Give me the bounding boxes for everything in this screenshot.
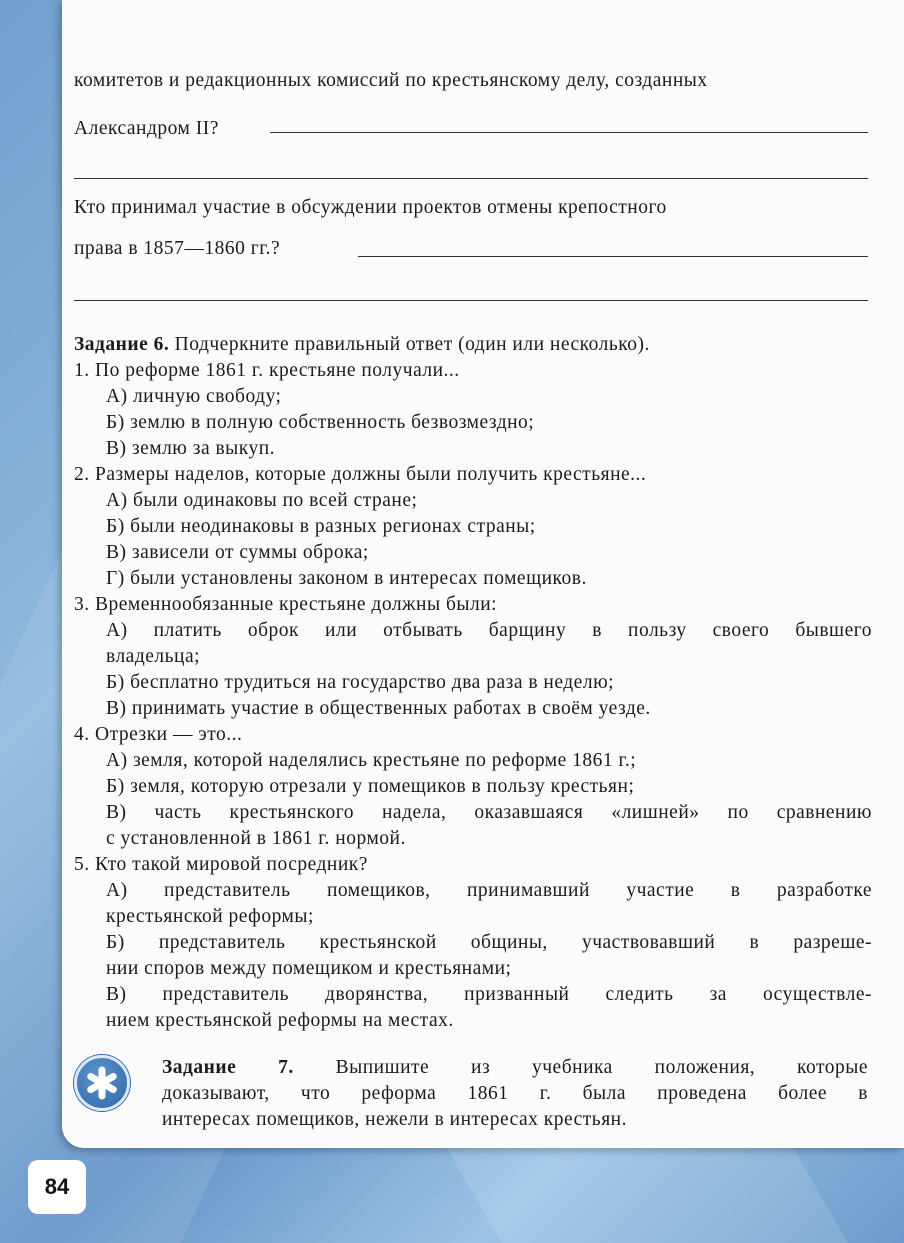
answer-line[interactable] xyxy=(74,300,868,301)
answer-option[interactable]: А) представитель помещиков, принимавший участие в разработке xyxy=(106,880,872,901)
answer-option-continuation[interactable]: нии споров между помещиком и крестьянами; xyxy=(106,958,512,979)
answer-option[interactable]: Б) бесплатно трудиться на государство два раза в неделю; xyxy=(106,672,615,693)
answer-option[interactable]: В) зависели от суммы оброка; xyxy=(106,542,369,563)
question-text: комитетов и редакционных комиссий по крестьянскому делу, созданных xyxy=(74,70,708,91)
answer-option[interactable]: Б) представитель крестьянской общины, участвовавший в разреше- xyxy=(106,932,872,953)
question-text: Кто принимал участие в обсуждении проектов отмены крепостного xyxy=(74,197,667,218)
asterisk-icon xyxy=(74,1055,130,1111)
answer-line[interactable] xyxy=(74,178,868,179)
answer-option[interactable]: Б) земля, которую отрезали у помещиков в пользу крестьян; xyxy=(106,776,635,797)
task-title: Задание 6. xyxy=(74,334,170,355)
question-5: 5. Кто такой мировой посредник? xyxy=(74,854,368,875)
task-7-line: интересах помещиков, нежели в интересах крестьян. xyxy=(162,1109,627,1130)
answer-line[interactable] xyxy=(270,132,868,133)
task-6-header xyxy=(74,334,650,356)
answer-option[interactable]: В) часть крестьянского надела, оказавшаяся «лишней» по сравнению xyxy=(106,802,872,823)
answer-option[interactable]: А) платить оброк или отбывать барщину в пользу своего бывшего xyxy=(106,620,872,641)
answer-line[interactable] xyxy=(358,256,868,257)
answer-option-continuation[interactable]: владельца; xyxy=(106,646,201,667)
answer-option-continuation[interactable]: с установленной в 1861 г. нормой. xyxy=(106,828,406,849)
answer-option[interactable]: В) принимать участие в общественных работах в своём уезде. xyxy=(106,698,651,719)
task-7-line: доказывают, что реформа 1861 г. была проведена более в xyxy=(162,1083,868,1104)
task-instruction: Подчеркните правильный ответ (один или несколько). xyxy=(174,334,650,355)
answer-option[interactable]: В) землю за выкуп. xyxy=(106,438,276,459)
task-7-line xyxy=(162,1055,868,1081)
asterisk-icon-glyph xyxy=(85,1066,119,1100)
answer-option[interactable]: А) личную свободу; xyxy=(106,386,282,407)
answer-option-continuation[interactable]: крестьянской реформы; xyxy=(106,906,314,927)
task-title: Задание 7. xyxy=(162,1057,294,1078)
answer-option[interactable]: Г) были установлены законом в интересах помещиков. xyxy=(106,568,587,589)
answer-option[interactable]: В) представитель дворянства, призванный следить за осуществле- xyxy=(106,984,872,1005)
task-7 xyxy=(162,1055,868,1133)
task-text: Выпишите из учебника положения, которые xyxy=(335,1057,869,1078)
answer-option[interactable]: А) земля, которой наделялись крестьяне по реформе 1861 г.; xyxy=(106,750,637,771)
question-text: Александром II? xyxy=(74,118,219,139)
question-2: 2. Размеры наделов, которые должны были получить крестьяне... xyxy=(74,464,647,485)
question-text: права в 1857—1860 гг.? xyxy=(74,238,281,259)
answer-option-continuation[interactable]: нием крестьянской реформы на местах. xyxy=(106,1010,454,1031)
answer-option[interactable]: Б) землю в полную собственность безвозмездно; xyxy=(106,412,535,433)
question-4: 4. Отрезки — это... xyxy=(74,724,243,745)
question-3: 3. Временнообязанные крестьяне должны были: xyxy=(74,594,498,615)
answer-option[interactable]: Б) были неодинаковы в разных регионах страны; xyxy=(106,516,536,537)
page-number: 84 xyxy=(28,1160,86,1214)
answer-option[interactable]: А) были одинаковы по всей стране; xyxy=(106,490,418,511)
question-1: 1. По реформе 1861 г. крестьяне получали... xyxy=(74,360,460,381)
